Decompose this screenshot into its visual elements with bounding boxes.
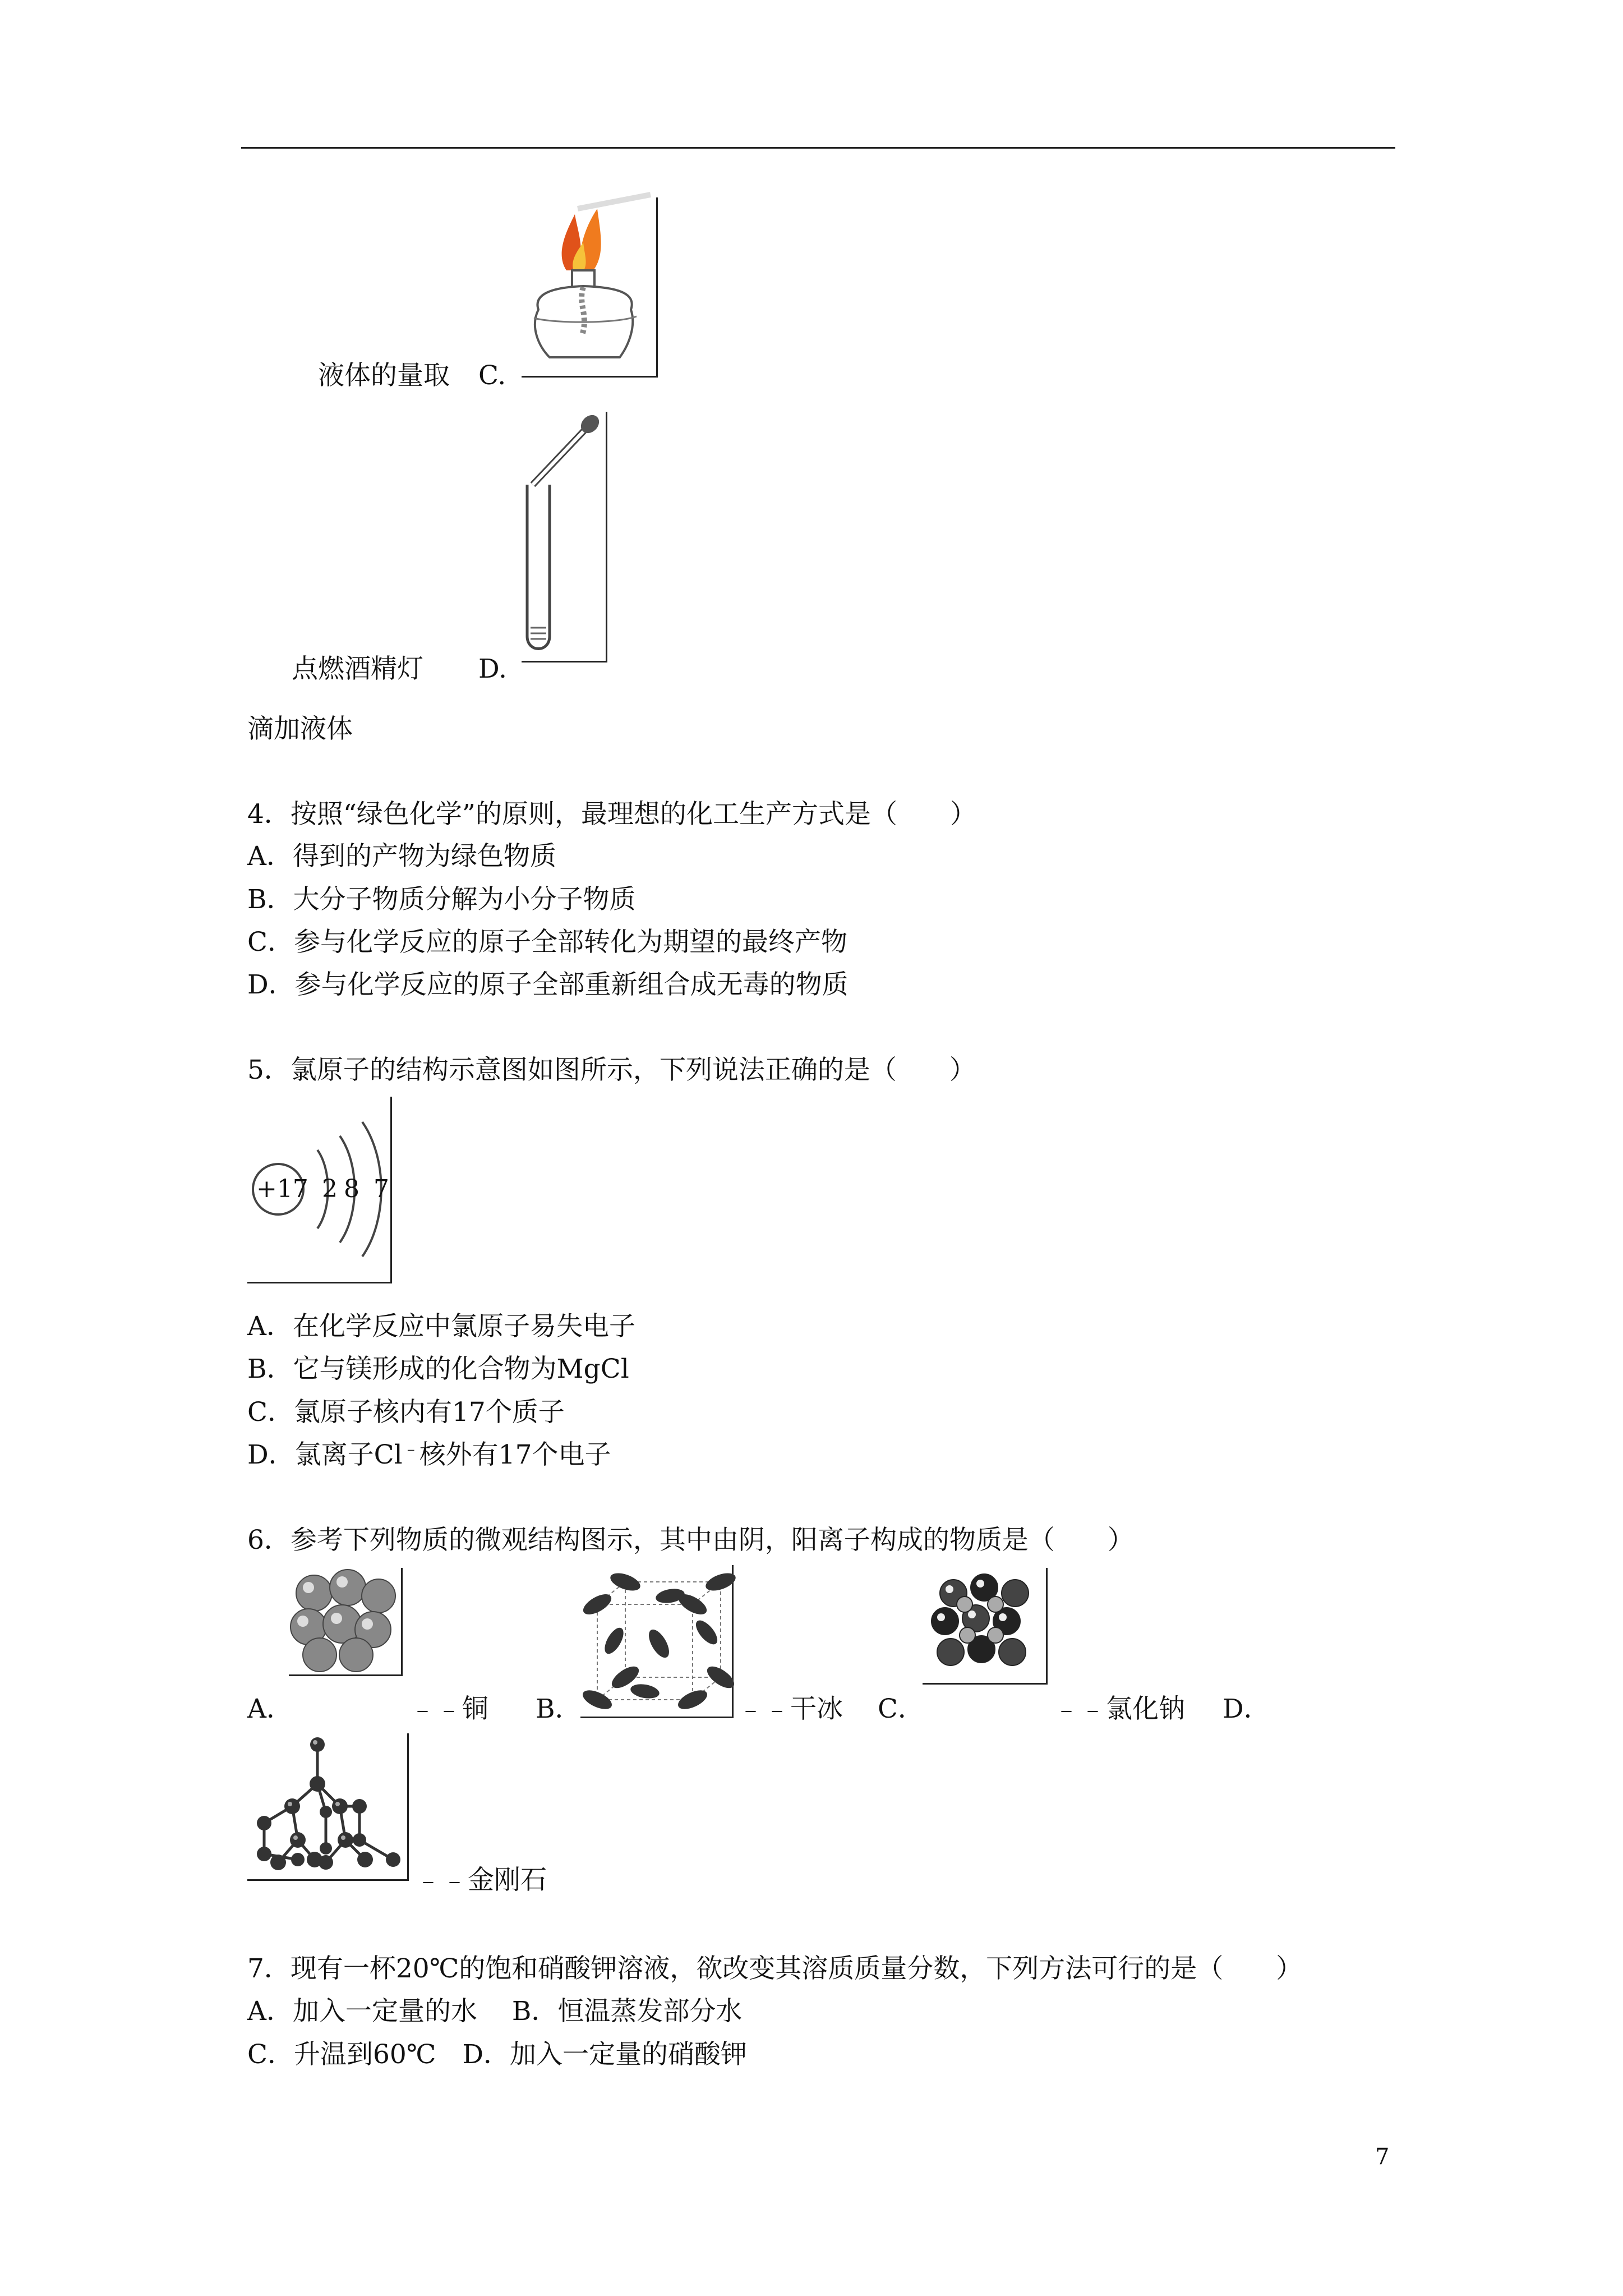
dry-ice-structure-figure: [580, 1565, 734, 1718]
q5-option-d-pre: D．氯离子Cl: [247, 1439, 403, 1470]
copper-structure-figure: [289, 1568, 403, 1676]
q5-option-c: C．氯原子核内有17个质子: [247, 1397, 565, 1428]
q5-option-d: [247, 1438, 611, 1472]
sodium-chloride-structure-figure: [923, 1568, 1048, 1685]
q6-stem: 6．参考下列物质的微观结构图示，其中由阴，阳离子构成的物质是（ ）: [247, 1525, 1134, 1556]
q6-c-caption: ﹣﹣氯化钠: [1053, 1694, 1185, 1724]
dry-ice-lattice-icon: [580, 1565, 732, 1717]
q5-stem: 5．氯原子的结构示意图如图所示，下列说法正确的是（ ）: [247, 1055, 976, 1085]
q7-options-line-1: A．加入一定量的水 B．恒温蒸发部分水: [247, 1996, 743, 2027]
q3-d-label: D.: [478, 654, 507, 684]
dropper-figure: [522, 412, 607, 662]
q6-b-caption: ﹣﹣干冰: [737, 1694, 843, 1724]
q3-d-caption: 滴加液体: [247, 714, 353, 744]
diamond-structure-figure: [247, 1733, 409, 1881]
q7-options-line-2: C．升温到60℃ D．加入一定量的硝酸钾: [247, 2039, 748, 2070]
q6-d-caption: ﹣﹣金刚石: [415, 1865, 547, 1895]
q4-option-b: B．大分子物质分解为小分子物质: [247, 884, 636, 915]
q6-c-label: C．: [878, 1694, 924, 1724]
q5-option-a: A．在化学反应中氯原子易失电子: [247, 1311, 635, 1342]
dropper-testtube-icon: [522, 412, 606, 661]
nacl-lattice-icon: [923, 1568, 1046, 1683]
q6-a-label: A．: [247, 1694, 293, 1724]
nucleus-charge: +17: [256, 1175, 308, 1203]
shell-1-electrons: 2: [322, 1175, 338, 1203]
chlorine-atom-diagram: [247, 1097, 392, 1283]
q4-option-c: C．参与化学反应的原子全部转化为期望的最终产物: [247, 927, 847, 958]
page-number: 7: [1375, 2144, 1390, 2170]
q3-b-caption: 液体的量取: [318, 360, 450, 391]
q5-option-b: B．它与镁形成的化合物为MgCl: [247, 1354, 629, 1384]
header-rule: [241, 147, 1395, 149]
q3-c-caption: 点燃酒精灯: [292, 654, 423, 684]
q4-option-d: D．参与化学反应的原子全部重新组合成无毒的物质: [247, 969, 849, 1000]
q5-option-d-charge: ﹣: [402, 1439, 419, 1459]
shell-3-electrons: 7: [374, 1175, 389, 1203]
q6-b-label: B．: [536, 1694, 582, 1724]
shell-2-electrons: 8: [344, 1175, 359, 1203]
q6-d-label: D．: [1223, 1694, 1270, 1724]
alcohol-lamp-figure: [522, 197, 658, 378]
q7-stem: 7．现有一杯20℃的饱和硝酸钾溶液，欲改变其溶质质量分数，下列方法可行的是（ ）: [247, 1953, 1303, 1984]
q3-c-label: C.: [478, 360, 506, 391]
diamond-lattice-icon: [247, 1733, 407, 1879]
alcohol-lamp-icon: [522, 197, 656, 376]
q4-option-a: A．得到的产物为绿色物质: [247, 841, 556, 872]
q4-stem: 4．按照“绿色化学”的原则，最理想的化工生产方式是（ ）: [247, 799, 976, 830]
copper-lattice-icon: [289, 1568, 401, 1674]
q6-a-caption: ﹣﹣铜: [409, 1694, 488, 1724]
q5-option-d-post: 核外有17个电子: [419, 1439, 611, 1470]
